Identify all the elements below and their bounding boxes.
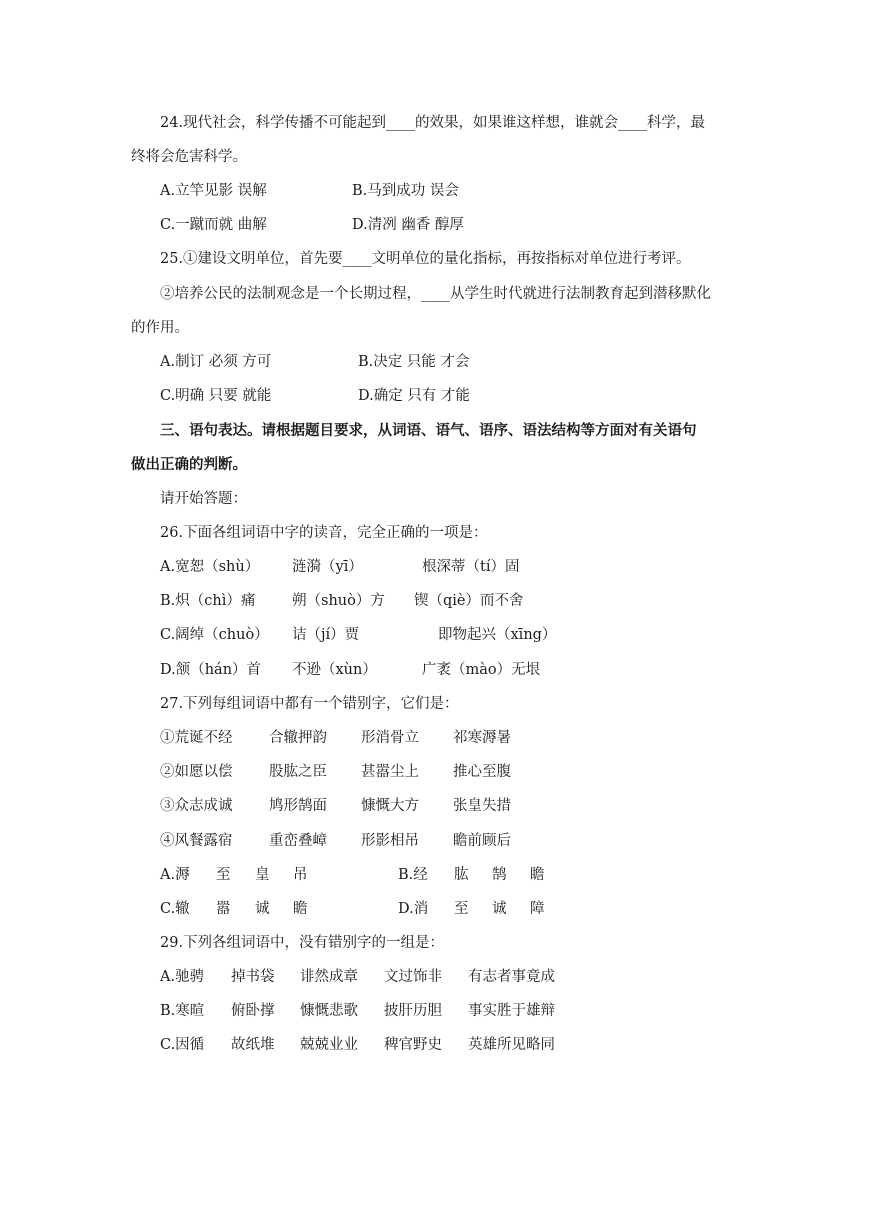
q24-option-c: C.一蹴而就 曲解	[160, 217, 267, 233]
q27-option-d-char: 障	[530, 901, 545, 917]
q29-term: 英雄所见略同	[468, 1037, 555, 1053]
q25-option-a: A.制订 必须 方可	[160, 354, 272, 370]
q29-term: 文过饰非	[384, 969, 442, 985]
q26-cell: C.阔绰（chuò）	[160, 627, 269, 643]
q27-option-a-char: 至	[216, 867, 231, 883]
q27-term: 张皇失措	[453, 798, 511, 814]
q27-term: 形影相吊	[361, 833, 419, 849]
q27-term: ③众志成诚	[160, 798, 233, 814]
q27-term: 推心至腹	[453, 764, 511, 780]
q27-option-d-char: 诚	[492, 901, 507, 917]
q27-term: ①荒诞不经	[160, 730, 233, 746]
q27-term: 甚嚣尘上	[361, 764, 419, 780]
q29-term: 诽然成章	[300, 969, 358, 985]
q26-cell: 朔（shuò）方	[292, 593, 385, 609]
q27-option-a-letter: A.溽	[160, 867, 190, 883]
q26-stem: 26.下面各组词语中字的读音，完全正确的一项是：	[160, 525, 488, 541]
q26-cell: B.炽（chì）痛	[160, 593, 256, 609]
q24-option-d: D.清冽 幽香 醇厚	[352, 217, 464, 233]
q27-option-b-letter: B.经	[398, 867, 428, 883]
q27-term: ④风餐露宿	[160, 833, 233, 849]
q24-stem-line1: 24.现代社会，科学传播不可能起到____的效果，如果谁这样想，谁就会____科学，最	[160, 115, 706, 131]
q29-term: B.寒暄	[160, 1003, 205, 1019]
q27-option-c-char: 嚣	[216, 901, 231, 917]
q29-term: 故纸堆	[231, 1037, 275, 1053]
q29-term: 俯卧撑	[231, 1003, 275, 1019]
q25-stem-2-line1: ②培养公民的法制观念是一个长期过程，____从学生时代就进行法制教育起到潜移默化	[160, 286, 711, 302]
q26-cell: 不逊（xùn）	[292, 662, 377, 678]
q25-option-b: B.决定 只能 才会	[358, 354, 470, 370]
q29-term: 披肝历胆	[384, 1003, 442, 1019]
q29-stem: 29.下列各组词语中，没有错别字的一组是：	[160, 935, 445, 951]
q29-term: C.因循	[160, 1037, 205, 1053]
q27-term: 瞻前顾后	[453, 833, 511, 849]
q26-cell: 涟漪（yī）	[292, 559, 363, 575]
q25-option-c: C.明确 只要 就能	[160, 388, 272, 404]
q24-option-b: B.马到成功 误会	[352, 183, 459, 199]
q27-term: 慷慨大方	[361, 798, 419, 814]
q25-option-d: D.确定 只有 才能	[358, 388, 470, 404]
q29-term: 慷慨悲歌	[300, 1003, 358, 1019]
q27-stem: 27.下列每组词语中都有一个错别字，它们是：	[160, 696, 459, 712]
q27-term: 鸠形鹄面	[269, 798, 327, 814]
q29-term: 掉书袋	[231, 969, 275, 985]
q29-term: 有志者事竟成	[468, 969, 555, 985]
q27-option-d-letter: D.消	[398, 901, 429, 917]
q27-option-a-char: 皇	[255, 867, 270, 883]
q27-option-b-char: 肱	[454, 867, 469, 883]
q26-cell: 即物起兴（xīng）	[438, 627, 557, 643]
q27-term: 祁寒溽暑	[453, 730, 511, 746]
start-answering-label: 请开始答题：	[160, 491, 247, 507]
q27-term: 重峦叠嶂	[269, 833, 327, 849]
q27-term: 形消骨立	[361, 730, 419, 746]
q25-stem-1: 25.①建设文明单位，首先要____文明单位的量化指标，再按指标对单位进行考评。	[160, 251, 691, 267]
q27-term: ②如愿以偿	[160, 764, 233, 780]
q26-cell: D.颔（hán）首	[160, 662, 262, 678]
q27-term: 合辙押韵	[269, 730, 327, 746]
q24-option-a: A.立竿见影 误解	[160, 183, 267, 199]
q27-option-c-char: 瞻	[293, 901, 308, 917]
section3-heading-line2: 做出正确的判断。	[131, 456, 247, 473]
q25-stem-2-line2: 的作用。	[131, 320, 189, 336]
q27-option-b-char: 鹄	[492, 867, 507, 883]
q29-term: A.驰骋	[160, 969, 205, 985]
q24-stem-line2: 终将会危害科学。	[131, 149, 247, 165]
q26-cell: 锲（qiè）而不舍	[414, 593, 524, 609]
q27-option-c-letter: C.辙	[160, 901, 190, 917]
q27-term: 股肱之臣	[269, 764, 327, 780]
q26-cell: 根深蒂（tí）固	[422, 559, 520, 575]
q27-option-a-char: 吊	[293, 867, 308, 883]
q26-cell: 诘（jí）贾	[292, 627, 360, 643]
q26-cell: A.宽恕（shù）	[160, 559, 260, 575]
q29-term: 兢兢业业	[300, 1037, 358, 1053]
q27-option-c-char: 诚	[255, 901, 270, 917]
section3-heading-line1: 三、语句表达。请根据题目要求，从词语、语气、语序、语法结构等方面对有关语句	[160, 422, 697, 439]
q27-option-b-char: 瞻	[530, 867, 545, 883]
q29-term: 稗官野史	[384, 1037, 442, 1053]
q26-cell: 广袤（mào）无垠	[422, 662, 541, 678]
q27-option-d-char: 至	[454, 901, 469, 917]
q29-term: 事实胜于雄辩	[468, 1003, 555, 1019]
